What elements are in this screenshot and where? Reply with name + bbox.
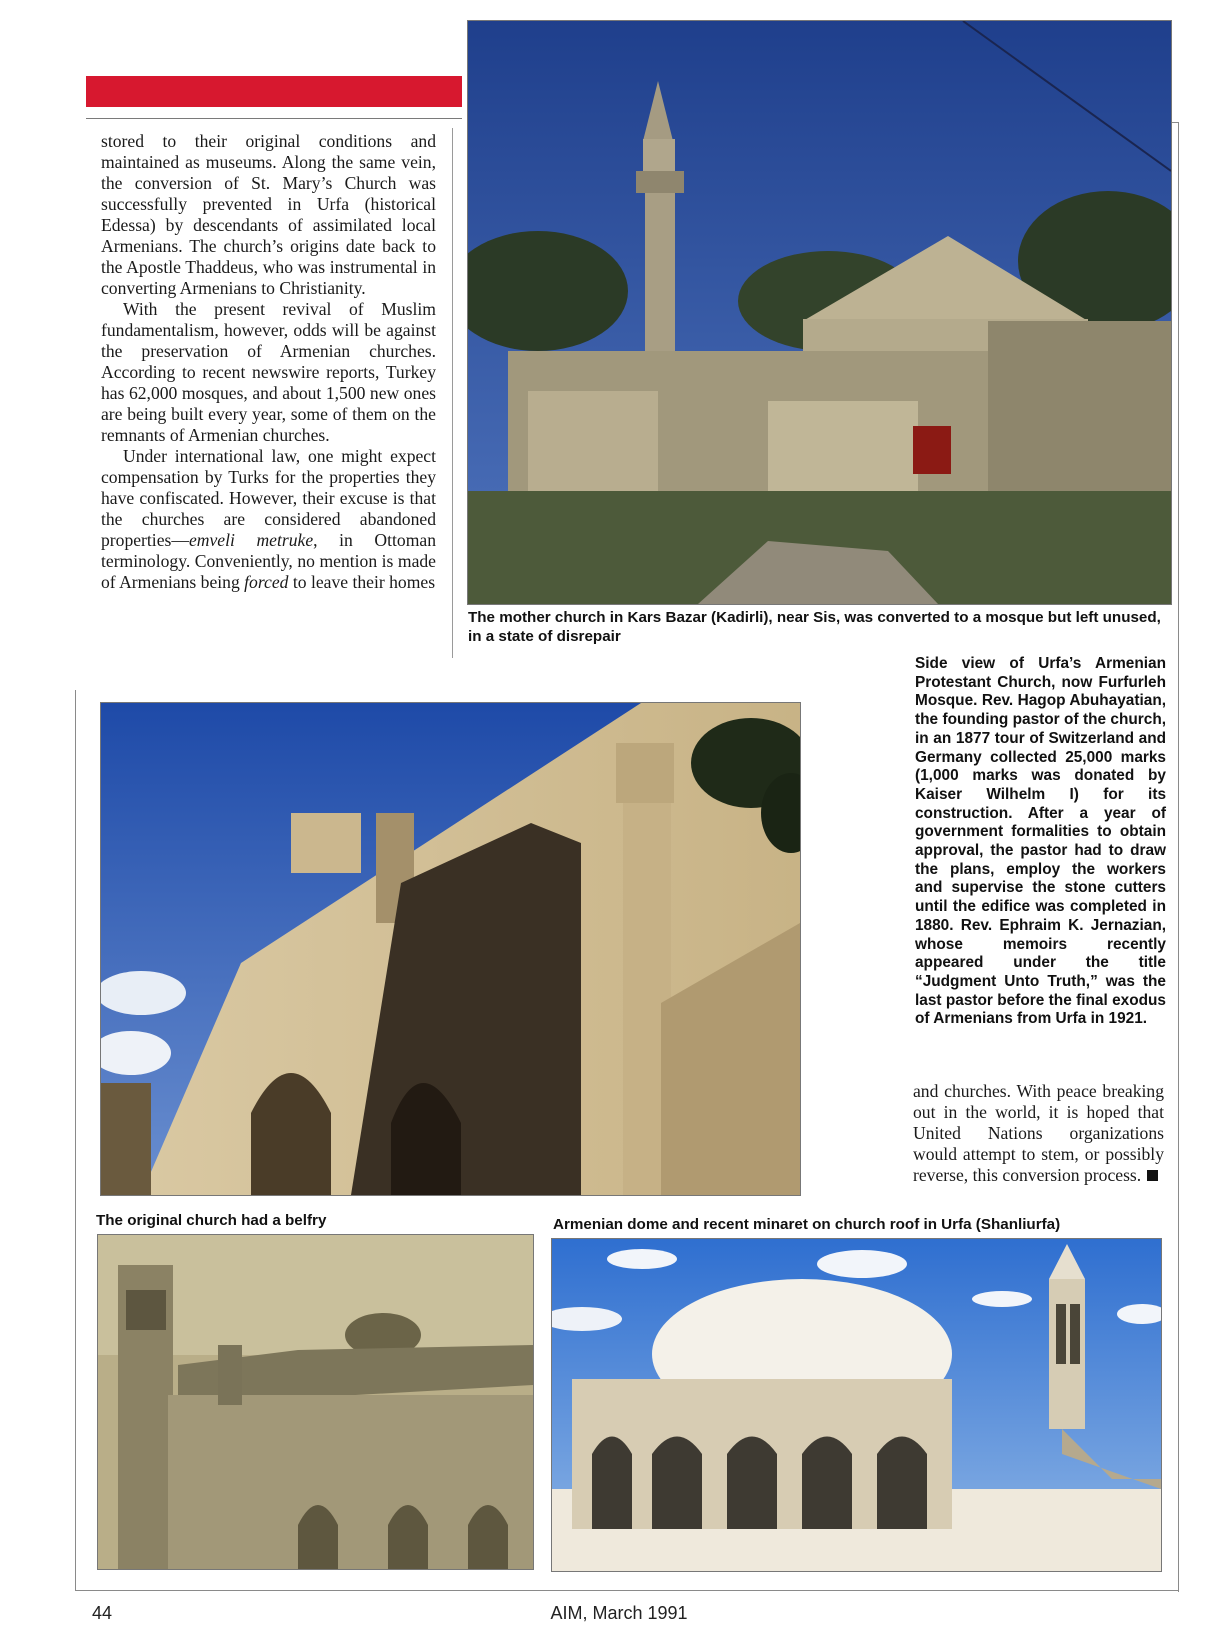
protestant-church-photo (100, 702, 801, 1196)
article-paragraph-2: With the present revival of Muslim fundamentalism, however, odds will be against the preservation of Armenian churches. According to recent newswire reports, Turkey has 62,000 mosques, and about 1,500 new ones are being built every year, some of them on the remnants of Armenian churches. (101, 299, 436, 445)
article-right-column (913, 1081, 1164, 1186)
paragraph-3-part-3: to leave their homes (288, 572, 436, 592)
dome-photo (551, 1238, 1162, 1572)
end-of-article-icon (1147, 1170, 1158, 1181)
dome-caption: Armenian dome and recent minaret on church roof in Urfa (Shanliurfa) (553, 1216, 1061, 1233)
article-closing-paragraph (913, 1081, 1164, 1186)
page-frame-left (75, 690, 76, 1590)
mother-church-caption: The mother church in Kars Bazar (Kadirli), near Sis, was converted to a mosque but left unused, in a state of disrepair (468, 609, 1161, 645)
article-closing-text: and churches. With peace breaking out in the world, it is hoped that United Nations organizations would attempt to stem, or possibly reverse, this conversion process. (913, 1081, 1164, 1185)
paragraph-3-part-2: , in Ottoman terminology. Conveniently, no mention is made of Armenians being (101, 530, 436, 592)
article-paragraph-3 (101, 446, 436, 593)
mother-church-photo (467, 20, 1172, 605)
page-number: 44 (92, 1603, 113, 1623)
italic-word-forced: forced (244, 572, 289, 592)
page-frame-right (1178, 122, 1179, 1592)
article-paragraph-1: stored to their original conditions and maintained as museums. Along the same vein, the conversion of St. Mary’s Church was successfully prevented in Urfa (historical Edessa) by descendants of assimilated local Armenians. The church’s origins date back to the Apostle Thaddeus, who was instrumental in converting Armenians to Christianity. (101, 131, 436, 298)
column-top-rule (86, 118, 462, 119)
protestant-church-caption: Side view of Urfa’s Armenian Protestant Church, now Furfurleh Mosque. Rev. Hagop Abuhayatian, the founding pastor of the church, in an 1877 tour of Switzerland and Germany collected 25,000 marks (1,000 marks was donated by Kaiser Wilhelm I) for its construction. After a year of government formalities to obtain approval, the pastor had to draw the plans, employ the workers and supervise the stone cutters until the edifice was completed in 1880. Rev. Ephraim K. Jernazian, whose memoirs recently appeared under the title “Judgment Unto Truth,” was the last pastor before the final exodus of Armenians from Urfa in 1921. (915, 655, 1166, 1028)
belfry-photo (97, 1234, 534, 1570)
belfry-caption: The original church had a belfry (96, 1212, 327, 1229)
column-divider (452, 128, 453, 658)
section-color-bar (86, 76, 462, 107)
page-frame-bottom (75, 1590, 1179, 1591)
italic-term-emveli-metruke: emveli metruke (188, 530, 314, 550)
paragraph-3-part-1: Under international law, one might expect compensation by Turks for the properties they have confiscated. However, their excuse is that the churches are considered abandoned properties— (101, 446, 436, 550)
publication-footer: AIM, March 1991 (550, 1603, 688, 1623)
article-left-column (101, 131, 436, 593)
